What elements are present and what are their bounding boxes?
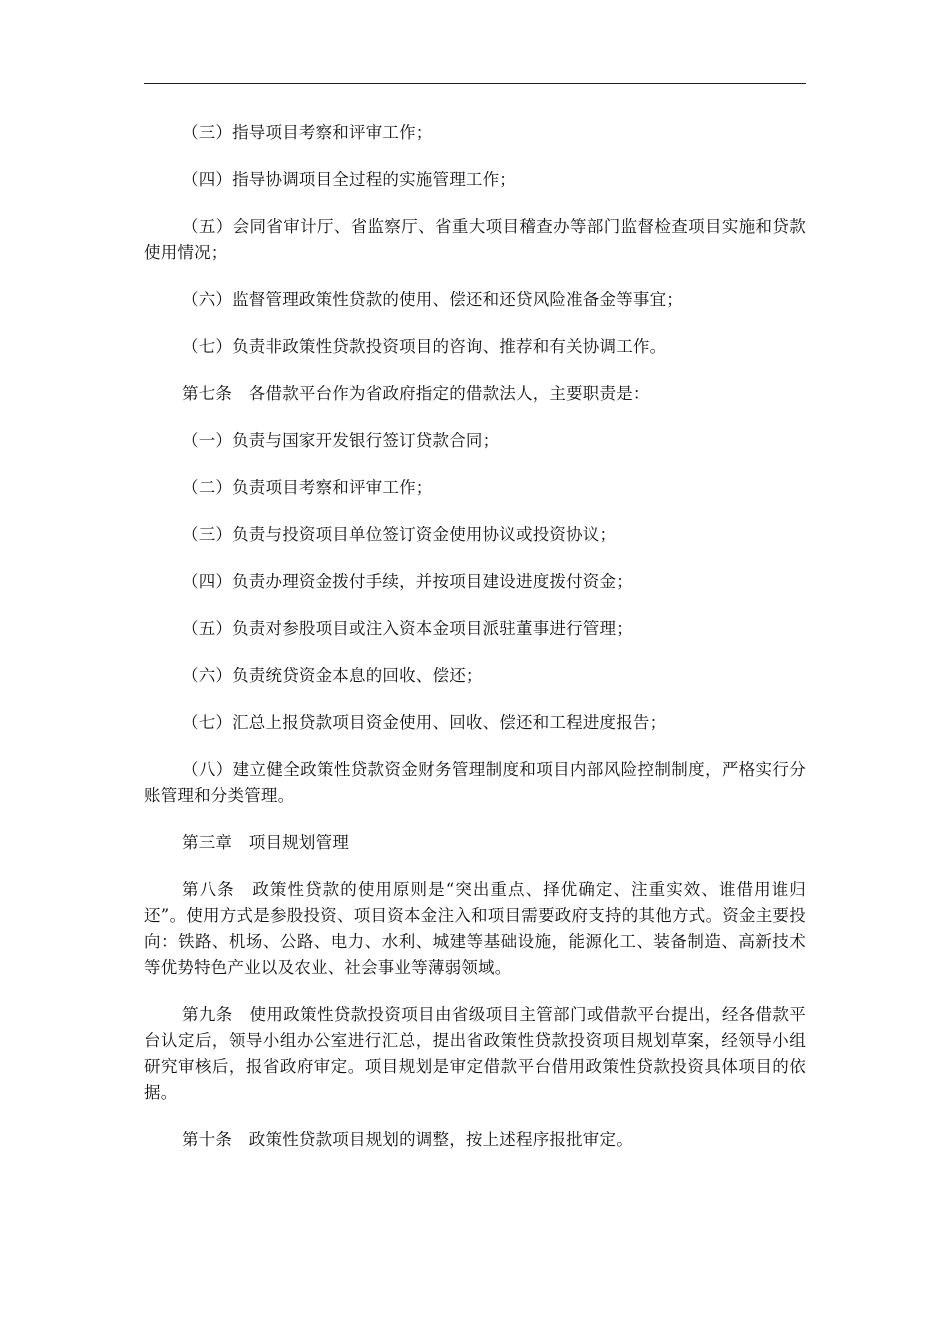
paragraph-item-6: （六）监督管理政策性贷款的使用、偿还和还贷风险准备金等事宜； (182, 290, 683, 309)
document-body (144, 120, 806, 1174)
article-7-item-2: （二）负责项目考察和评审工作； (182, 478, 433, 497)
article-9: 第九条 使用政策性贷款投资项目由省级项目主管部门或借款平台提出，经各借款平台认定后，领导小组办公室进行汇总，提出省政策性贷款投资项目规划草案，经领导小组研究审核后，报省政府审定。项目规划是审定借款平台借用政策性贷款投资具体项目的依据。 (144, 1005, 806, 1102)
article-7-item-4: （四）负责办理资金拨付手续，并按项目建设进度拨付资金； (182, 572, 633, 591)
article-7-item-3: （三）负责与投资项目单位签订资金使用协议或投资协议； (182, 525, 617, 544)
paragraph-item-3: （三）指导项目考察和评审工作； (182, 123, 433, 142)
paragraph-item-4: （四）指导协调项目全过程的实施管理工作； (182, 170, 516, 189)
article-7-item-1: （一）负责与国家开发银行签订贷款合同； (182, 431, 500, 450)
article-8: 第八条 政策性贷款的使用原则是“突出重点、择优确定、注重实效、谁借用谁归还”。使用方式是参股投资、项目资本金注入和项目需要政府支持的其他方式。资金主要投向：铁路、机场、公路、电力、水利、城建等基础设施，能源化工、装备制造、高新技术等优势特色产业以及农业、社会事业等薄弱领域。 (144, 880, 806, 977)
chapter-3-heading: 第三章 项目规划管理 (182, 833, 349, 852)
header-rule (144, 83, 806, 84)
paragraph-item-5: （五）会同省审计厅、省监察厅、省重大项目稽查办等部门监督检查项目实施和贷款使用情况； (144, 217, 806, 262)
article-7: 第七条 各借款平台作为省政府指定的借款法人，主要职责是： (182, 384, 650, 403)
article-10: 第十条 政策性贷款项目规划的调整，按上述程序报批审定。 (182, 1130, 633, 1149)
article-7-item-7: （七）汇总上报贷款项目资金使用、回收、偿还和工程进度报告； (182, 713, 667, 732)
article-7-item-6: （六）负责统贷资金本息的回收、偿还； (182, 666, 483, 685)
paragraph-item-7: （七）负责非政策性贷款投资项目的咨询、推荐和有关协调工作。 (182, 337, 667, 356)
article-7-item-5: （五）负责对参股项目或注入资本金项目派驻董事进行管理； (182, 619, 633, 638)
article-7-item-8: （八）建立健全政策性贷款资金财务管理制度和项目内部风险控制制度，严格实行分账管理和分类管理。 (144, 760, 806, 805)
